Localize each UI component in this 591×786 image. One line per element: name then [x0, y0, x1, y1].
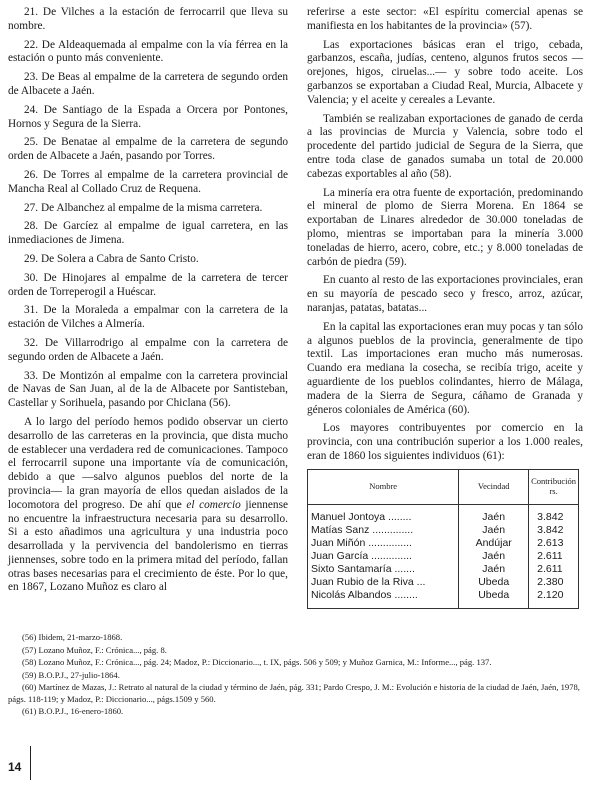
- header-contribucion: Contribución rs.: [529, 469, 579, 504]
- mining-paragraph: La minería era otra fuente de exportación, predominando el mineral de plomo de Sierra Morena. En 1864 se exportaban de Linares alrededor de 30.000 toneladas de plomo, mientras se importaban para la minería 3.000 toneladas de hierro, acero, cobre, etc.; y 8.000 toneladas de carbón de piedra (59).: [307, 186, 583, 268]
- footnotes: [8, 632, 583, 719]
- cell-amount: 2.380: [529, 576, 579, 589]
- cell-vecindad: Jaén: [459, 504, 529, 524]
- cell-amount: 3.842: [529, 524, 579, 537]
- cell-amount: 2.613: [529, 537, 579, 550]
- road-item-30: 30. De Hinojares al empalme de la carretera de tercer orden de Torreperogil a Huéscar.: [8, 271, 288, 298]
- footnote-58: (58) Lozano Muñoz, F.: Crónica..., pág. 24; Madoz, P.: Diccionario..., t. IX, págs. 506 y 509; y Muñoz Garnica, M.: Informe..., pág. 137.: [22, 657, 492, 667]
- other-exports-paragraph: En cuanto al resto de las exportaciones provinciales, eran en su mayoría de pescado seco y fresco, arroz, azúcar, naranjas, patatas, batatas...: [307, 274, 583, 314]
- footnote-60: (60) Martínez de Mazas, J.: Retrato al natural de la ciudad y término de Jaén, pág. 331; Pardo Crespo, J. M.: Evolución e historia de la ciudad de Jaén, Jaén, 1978, págs. 118-119; y Madoz, P.: Diccionario..., págs.1509 y 560.: [8, 682, 580, 704]
- cell-vecindad: Jaén: [459, 563, 529, 576]
- right-column: [307, 6, 583, 609]
- commerce-paragraph: [8, 416, 288, 595]
- road-item-24: 24. De Santiago de la Espada a Orcera por Pontones, Hornos y Segura de la Sierra.: [8, 103, 288, 130]
- header-vecindad: Vecindad: [459, 469, 529, 504]
- cell-name: Juan Rubio de la Riva ...: [311, 575, 426, 588]
- commerce-paragraph-text: A lo largo del período hemos podido observar un cierto desarrollo de las carreteras en la provincia, que dista mucho de establecer una verdadera red de comunicaciones. Tampoco el ferrocarril supone una importante vía de comunicación, debido a que —salvo algunos pueblos del norte de la provincia— la gran mayoría de ellos quedan aislados de la locomotora del progreso. De ahí que: [8, 415, 288, 511]
- cell-vecindad: Jaén: [459, 524, 529, 537]
- cell-amount: 2.611: [529, 563, 579, 576]
- cell-name: Juan García ..............: [311, 549, 412, 562]
- road-item-23: 23. De Beas al empalme de la carretera de segundo orden de Albacete a Jaén.: [8, 71, 288, 97]
- footnote-57: (57) Lozano Muñoz, F.: Crónica..., pág. 8.: [22, 644, 167, 655]
- cell-name: Manuel Jontoya ........: [311, 510, 412, 523]
- page-number: 14: [8, 760, 22, 774]
- road-item-31: 31. De la Moraleda a empalmar con la carretera de la estación de Vilches a Almería.: [8, 304, 288, 331]
- table-row: [308, 504, 579, 524]
- quote-continuation: referirse a este sector: «El espíritu comercial apenas se manifiesta en los habitantes de la provincia» (57).: [307, 6, 583, 32]
- table-row: [308, 550, 579, 563]
- road-item-29: 29. De Solera a Cabra de Santo Cristo.: [24, 252, 199, 265]
- table-row: [308, 537, 579, 550]
- cell-vecindad: Ubeda: [459, 589, 529, 609]
- contributors-paragraph: Los mayores contribuyentes por comercio en la provincia, con una contribución superior a los 1.000 reales, eran de 1860 los siguientes individuos (61):: [307, 422, 583, 462]
- contributors-table: [307, 469, 579, 609]
- livestock-paragraph: También se realizaban exportaciones de ganado de cerda a las provincias de Murcia y Valencia, sobre todo el procedente del partido judicial de Segura de la Sierra, que entre toda clase de ganados sumaba un total de 20.000 cabezas exportables al año (58).: [307, 112, 583, 180]
- road-item-28: 28. De Garcíez al empalme de igual carretera, en las inmediaciones de Jimena.: [8, 220, 288, 247]
- cell-amount: 2.611: [529, 550, 579, 563]
- footnote-59: (59) B.O.P.J., 27-julio-1864.: [22, 669, 120, 680]
- road-item-27: 27. De Albanchez al empalme de la misma carretera.: [24, 201, 263, 214]
- footnote-61: (61) B.O.P.J., 16-enero-1860.: [22, 706, 124, 716]
- road-item-33: 33. De Montizón al empalme con la carretera provincial de Navas de San Juan, al de la de Albacete por Santisteban, Castellar y Sorihuela, pasando por Chiclana (56).: [8, 369, 288, 410]
- road-item-22: 22. De Aldeaquemada al empalme con la vía férrea en la estación o punto más conveniente.: [8, 38, 288, 65]
- table-row: [308, 576, 579, 589]
- left-column: [8, 6, 288, 600]
- cell-vecindad: Jaén: [459, 550, 529, 563]
- cell-name: Matías Sanz ..............: [311, 523, 414, 536]
- page-number-rule: [30, 746, 31, 780]
- capital-paragraph: En la capital las exportaciones eran muy pocas y tan sólo a algunos pueblos de la provincia, generalmente de tipo textil. Las importaciones eran mucho más numerosas. Cuando era mediana la cosecha, se recibía trigo, aceite y aguardiente de los pueblos colindantes, hierro de Málaga, madera de la Sierra de Segura, cáñamo de Granada y géneros coloniales de América (60).: [307, 320, 583, 416]
- table-header-row: [308, 469, 579, 504]
- cell-vecindad: Andújar: [459, 537, 529, 550]
- road-item-32: 32. De Villarrodrigo al empalme con la carretera de segundo orden de Albacete a Jaén.: [8, 336, 288, 363]
- cell-amount: 3.842: [529, 504, 579, 524]
- cell-name: Nicolás Albandos ........: [311, 588, 418, 601]
- commerce-paragraph-tail: jiennense no encuentre la infraestructura necesaria para su desarrollo. Si a esto añadimos una agricultura y una industria poco desarrollada y la pervivencia del bandolerismo en tierras jiennenses, sobre todo en la primera mitad del período, fallan otras bases necesarias para el crecimiento de éste. Por lo que, en 1867, Lozano Muñoz es claro al: [8, 498, 288, 594]
- table-row: [308, 524, 579, 537]
- road-item-25: 25. De Benatae al empalme de la carretera de segundo orden de Albacete a Jaén, pasando por Torres.: [8, 136, 288, 163]
- commerce-emphasis: el comercio: [186, 498, 241, 511]
- table-row: [308, 589, 579, 609]
- road-item-21: 21. De Vilches a la estación de ferrocarril que lleva su nombre.: [8, 6, 288, 32]
- road-item-26: 26. De Torres al empalme de la carretera provincial de Mancha Real al Collado Cruz de Requena.: [8, 168, 288, 195]
- cell-vecindad: Ubeda: [459, 576, 529, 589]
- exports-paragraph: Las exportaciones básicas eran el trigo, cebada, garbanzos, escaña, judías, centeno, algunos frutos secos —orejones, higos, ciruelas...— y sobre todo aceite. Los garbanzos se exportaban a Ciudad Real, Murcia, Albacete y Valencia; y el aceite y cereales a Levante.: [307, 38, 583, 106]
- cell-name: Juan Miñón ...............: [311, 536, 412, 549]
- cell-amount: 2.120: [529, 589, 579, 609]
- footnote-56: (56) Ibidem, 21-marzo-1868.: [22, 632, 123, 642]
- table-row: [308, 563, 579, 576]
- cell-name: Sixto Santamaría .......: [311, 562, 415, 575]
- header-nombre: Nombre: [308, 469, 459, 504]
